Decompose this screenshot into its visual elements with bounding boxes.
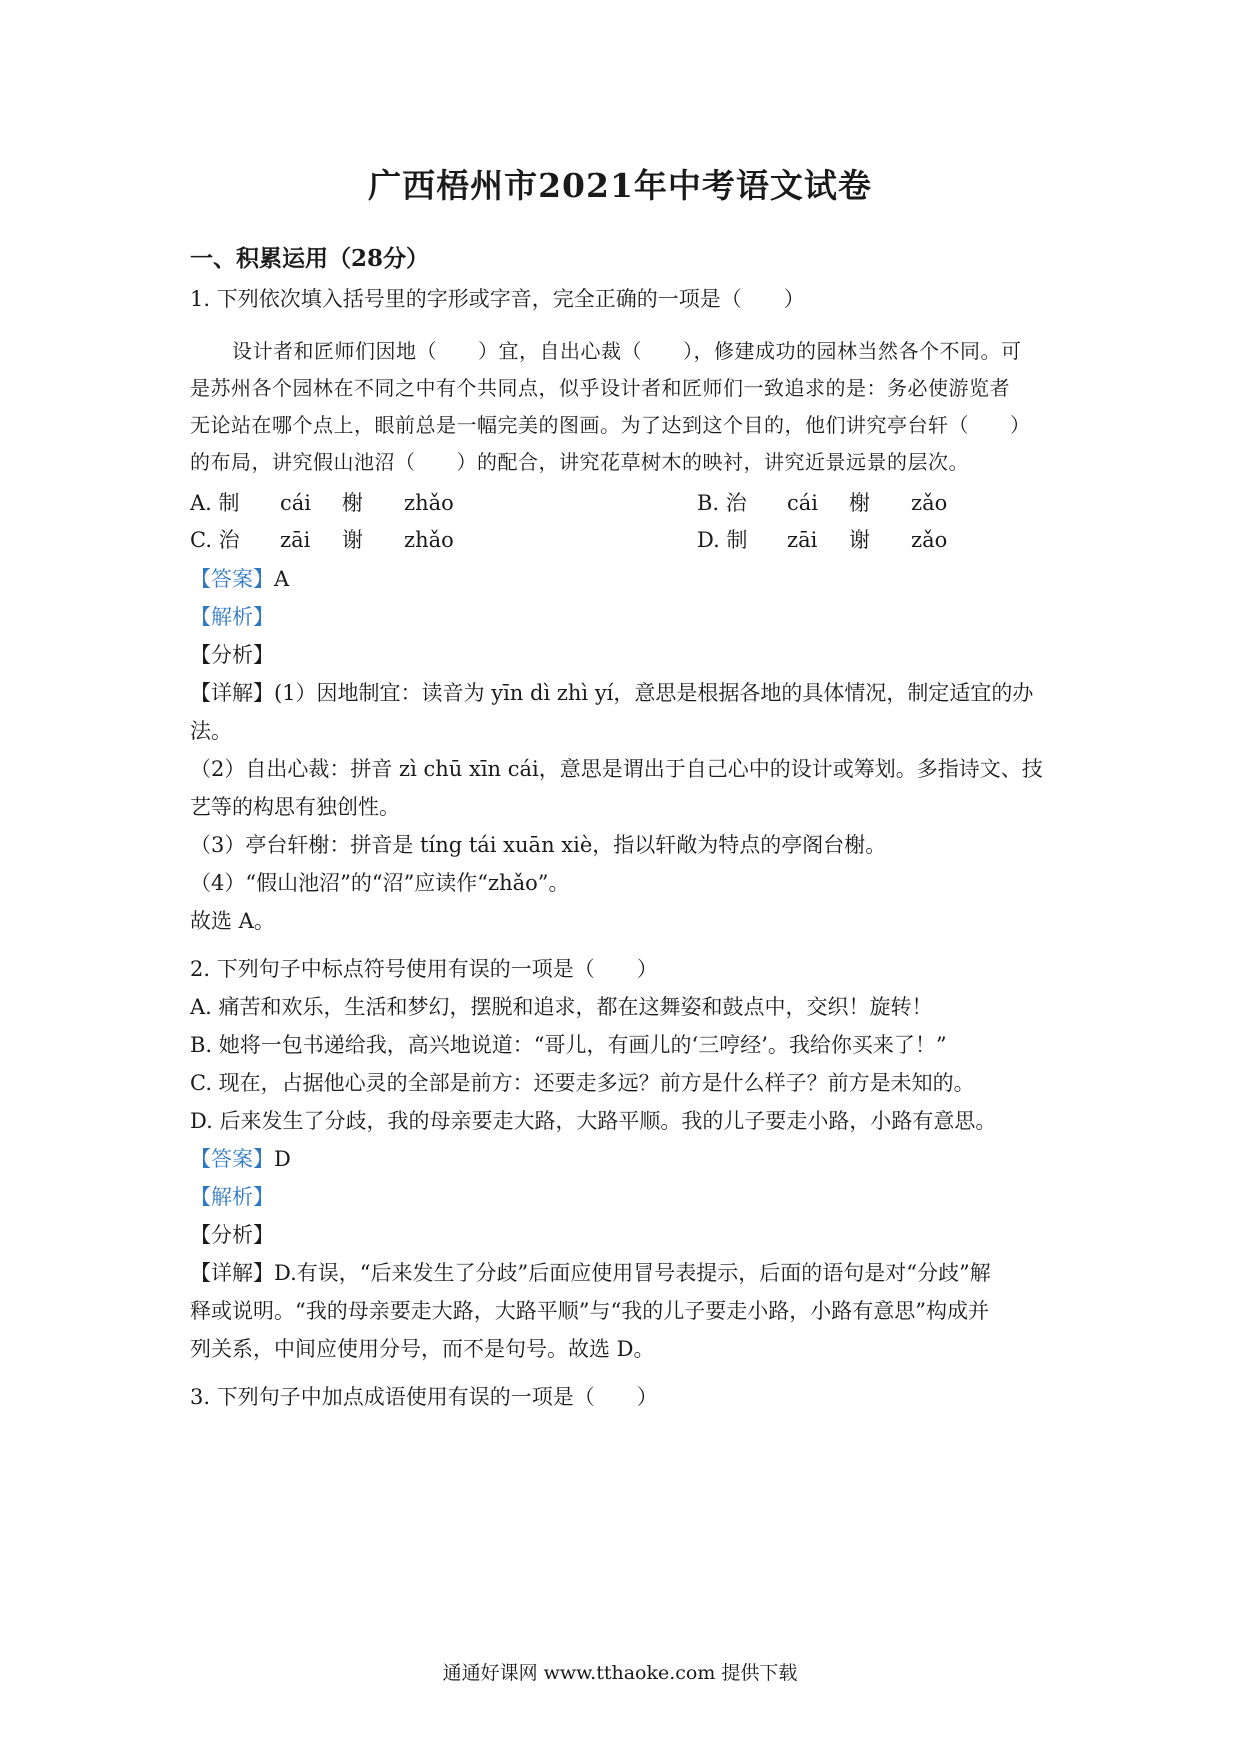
q2-stem: 2. 下列句子中标点符号使用有误的一项是（ ） <box>190 957 658 981</box>
option-value: 榭 <box>849 491 870 515</box>
option-letter: D. 制 <box>697 528 748 552</box>
q1-stem: 1. 下列依次填入括号里的字形或字音，完全正确的一项是（ ） <box>190 287 805 311</box>
q2-option-c: C. 现在，占据他心灵的全部是前方：还要走多远？前方是什么样子？前方是未知的。 <box>190 1071 975 1095</box>
q2-detail-line: 释或说明。“我的母亲要走大路，大路平顺”与“我的儿子要走小路，小路有意思”构成并 <box>190 1299 989 1323</box>
q1-detail-line: 【详解】(1）因地制宜：读音为 yīn dì zhì yí，意思是根据各地的具体情况，制定适宜的办 <box>190 681 1034 705</box>
q1-option-b <box>697 488 947 518</box>
answer-value: D <box>274 1147 291 1171</box>
q1-detail-line: 艺等的构思有独创性。 <box>190 795 400 819</box>
q2-analysis-tag: 【解析】 <box>190 1185 274 1209</box>
option-value: zāi <box>280 528 311 552</box>
option-letter: B. 治 <box>697 491 747 515</box>
option-value: zāi <box>787 528 818 552</box>
option-value: cái <box>787 491 818 515</box>
option-value: zǎo <box>911 491 948 515</box>
option-value: zhǎo <box>404 491 454 515</box>
q1-detail-line: 法。 <box>190 719 232 743</box>
answer-tag: 【答案】 <box>190 1147 274 1171</box>
q1-passage-line: 设计者和匠师们因地（ ）宜，自出心裁（ ），修建成功的园林当然各个不同。可 <box>232 339 1022 363</box>
q2-detail-line: 列关系，中间应使用分号，而不是句号。故选 D。 <box>190 1337 655 1361</box>
q2-answer <box>190 1144 291 1174</box>
q2-detail-line: 【详解】D.有误，“后来发生了分歧”后面应使用冒号表提示，后面的语句是对“分歧”解 <box>190 1261 991 1285</box>
q1-analysis-tag: 【解析】 <box>190 605 274 629</box>
q2-option-d: D. 后来发生了分歧，我的母亲要走大路，大路平顺。我的儿子要走小路，小路有意思。 <box>190 1109 997 1133</box>
q1-option-a <box>190 488 454 518</box>
answer-tag: 【答案】 <box>190 567 274 591</box>
q2-fenxi: 【分析】 <box>190 1223 274 1247</box>
q1-option-c <box>190 525 454 555</box>
option-value: cái <box>280 491 311 515</box>
option-value: 榭 <box>342 491 363 515</box>
document-title: 广西梧州市2021年中考语文试卷 <box>368 166 872 205</box>
q1-passage-line: 的布局，讲究假山池沼（ ）的配合，讲究花草树木的映衬，讲究近景远景的层次。 <box>190 450 969 474</box>
q1-option-d <box>697 525 947 555</box>
q1-fenxi: 【分析】 <box>190 643 274 667</box>
q2-option-a: A. 痛苦和欢乐，生活和梦幻，摆脱和追求，都在这舞姿和鼓点中，交织！旋转！ <box>190 995 933 1019</box>
q1-detail-line: （4）“假山池沼”的“沼”应读作“zhǎo”。 <box>190 871 570 895</box>
q2-option-b: B. 她将一包书递给我，高兴地说道：“哥儿，有画儿的‘三哼经’。我给你买来了！” <box>190 1033 947 1057</box>
q1-passage-line: 是苏州各个园林在不同之中有个共同点，似乎设计者和匠师们一致追求的是：务必使游览者 <box>190 376 1010 400</box>
option-value: 谢 <box>342 528 363 552</box>
q1-detail-line: （3）亭台轩榭：拼音是 tíng tái xuān xiè，指以轩敞为特点的亭阁台榭。 <box>190 833 887 857</box>
q1-passage-line: 无论站在哪个点上，眼前总是一幅完美的图画。为了达到这个目的，他们讲究亭台轩（ ） <box>190 413 1031 437</box>
q1-detail-line: （2）自出心裁：拼音 zì chū xīn cái，意思是谓出于自己心中的设计或筹划。多指诗文、技 <box>190 757 1043 781</box>
option-letter: A. 制 <box>190 491 240 515</box>
answer-value: A <box>274 567 290 591</box>
page-footer: 通通好课网 www.tthaoke.com 提供下载 <box>442 1662 798 1684</box>
option-letter: C. 治 <box>190 528 240 552</box>
option-value: zǎo <box>911 528 948 552</box>
option-value: 谢 <box>849 528 870 552</box>
q3-stem: 3. 下列句子中加点成语使用有误的一项是（ ） <box>190 1385 658 1409</box>
q1-detail-line: 故选 A。 <box>190 909 275 933</box>
section-heading: 一、积累运用（28分） <box>190 245 430 272</box>
q1-answer <box>190 564 289 594</box>
option-value: zhǎo <box>404 528 454 552</box>
